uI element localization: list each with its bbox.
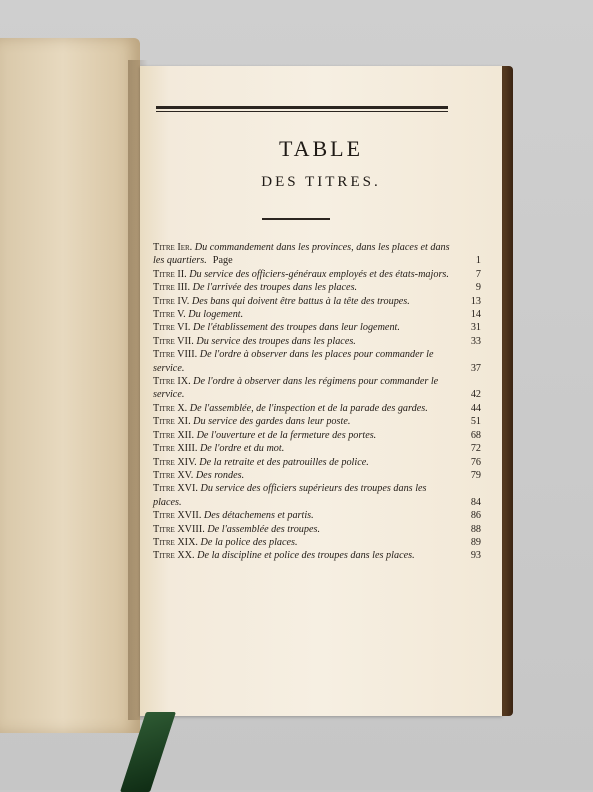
toc-entry-label: Titre X. [153,402,188,414]
toc-entry-text: Du service des officiers supérieurs des troupes dans les places. [153,483,427,508]
toc-entry-label: Titre III. [153,282,191,294]
toc-page-prefix: Page [212,255,233,267]
toc-page-number: 84 [470,496,481,508]
page-title: TABLE [278,136,364,161]
toc-page-number: 88 [470,523,481,535]
page-subtitle: DES TITRES. [261,174,381,190]
toc-entry [153,375,481,402]
toc-page-number: 37 [470,362,481,374]
toc-entry-text: Des détachemens et partis. [203,510,314,522]
toc-entry [153,549,481,562]
toc-entry-label: Titre VII. [153,335,194,347]
toc-entry-label: Titre XV. [153,469,194,481]
toc-page-number: 44 [470,402,481,414]
toc-entry [153,348,481,375]
toc-entry [153,281,481,294]
toc-entry-text: De la retraite et des patrouilles de police. [199,456,369,468]
toc-entry [153,268,481,281]
toc-page-number: 7 [475,268,481,280]
toc-entry-label: Titre XI. [153,416,191,428]
toc-entry-text: De la police des places. [200,536,298,548]
toc-page-number: 86 [470,510,481,522]
toc-entry-text: De l'ouverture et de la fermeture des portes. [196,429,377,441]
toc-page-number: 76 [470,456,481,468]
toc-entry [153,536,481,549]
toc-entry [153,335,481,348]
toc-entry-label: Titre XII. [153,429,195,441]
toc-entry [153,469,481,482]
toc-entry-text: Du logement. [188,309,244,321]
toc-entry [153,415,481,428]
toc-entry-text: Du service des troupes dans les places. [196,335,356,347]
toc-entry-label: Titre XX. [153,550,195,562]
toc-entry [153,241,481,268]
toc-page-number: 31 [470,322,481,334]
toc-page-number: 33 [470,335,481,347]
toc-entry [153,402,481,415]
toc-page-number: 42 [470,389,481,401]
table-of-contents [153,241,481,563]
toc-entry-text: Des rondes. [195,469,245,481]
right-page [140,66,502,716]
toc-entry-label: Titre XVI. [153,483,198,495]
toc-entry-text: De l'arrivée des troupes dans les places. [192,282,358,294]
toc-page-number: 14 [470,309,481,321]
toc-entry-label: Titre XIX. [153,536,198,548]
toc-entry-text: Du service des officiers-généraux employés et des états-majors. [189,268,449,280]
toc-page-number: 89 [470,536,481,548]
title-divider [262,218,330,220]
toc-entry-label: Titre XIV. [153,456,197,468]
toc-entry-label: Titre Ier. [153,242,193,253]
toc-entry-text: De l'assemblée des troupes. [207,523,321,535]
toc-page-number: 51 [470,416,481,428]
toc-entry [153,321,481,334]
left-page [0,38,140,733]
toc-entry-label: Titre VIII. [153,349,198,361]
toc-entry-label: Titre V. [153,309,186,321]
toc-entry-text: Du service des gardes dans leur poste. [193,416,351,428]
toc-entry [153,509,481,522]
toc-page-number: 72 [470,443,481,455]
toc-entry-label: Titre XIII. [153,443,198,455]
toc-entry [153,482,481,509]
toc-entry [153,295,481,308]
toc-entry-text: De l'assemblée, de l'inspection et de la parade des gardes. [189,402,428,414]
toc-entry-text: De la discipline et police des troupes dans les places. [197,550,415,562]
toc-entry [153,442,481,455]
top-double-rule-thin [156,111,448,112]
toc-entry-label: Titre VI. [153,322,191,334]
toc-entry-text: Des bans qui doivent être battus à la tête des troupes. [191,295,410,307]
toc-entry-text: De l'établissement des troupes dans leur logement. [192,322,400,334]
toc-entry-text: De l'ordre et du mot. [199,443,285,455]
toc-page-number: 68 [470,429,481,441]
toc-page-number: 79 [470,469,481,481]
toc-page-number: 93 [470,550,481,562]
toc-page-number: 9 [475,282,481,294]
toc-page-number: 13 [470,295,481,307]
toc-entry-text: De l'ordre à observer dans les régimens pour commander le service. [153,376,439,401]
toc-entry-label: Titre IV. [153,295,190,307]
toc-page-number: 1 [475,255,481,267]
toc-entry [153,523,481,536]
toc-entry-label: Titre XVII. [153,510,202,522]
toc-entry [153,456,481,469]
toc-entry [153,429,481,442]
toc-entry-text: De l'ordre à observer dans les places pour commander le service. [153,349,434,374]
top-double-rule-thick [156,106,448,109]
toc-entry-label: Titre II. [153,268,187,280]
toc-entry-text: Du commandement dans les provinces, dans les places et dans les quartiers. [153,242,450,267]
toc-entry-label: Titre XVIII. [153,523,205,535]
toc-entry [153,308,481,321]
toc-entry-label: Titre IX. [153,376,191,388]
